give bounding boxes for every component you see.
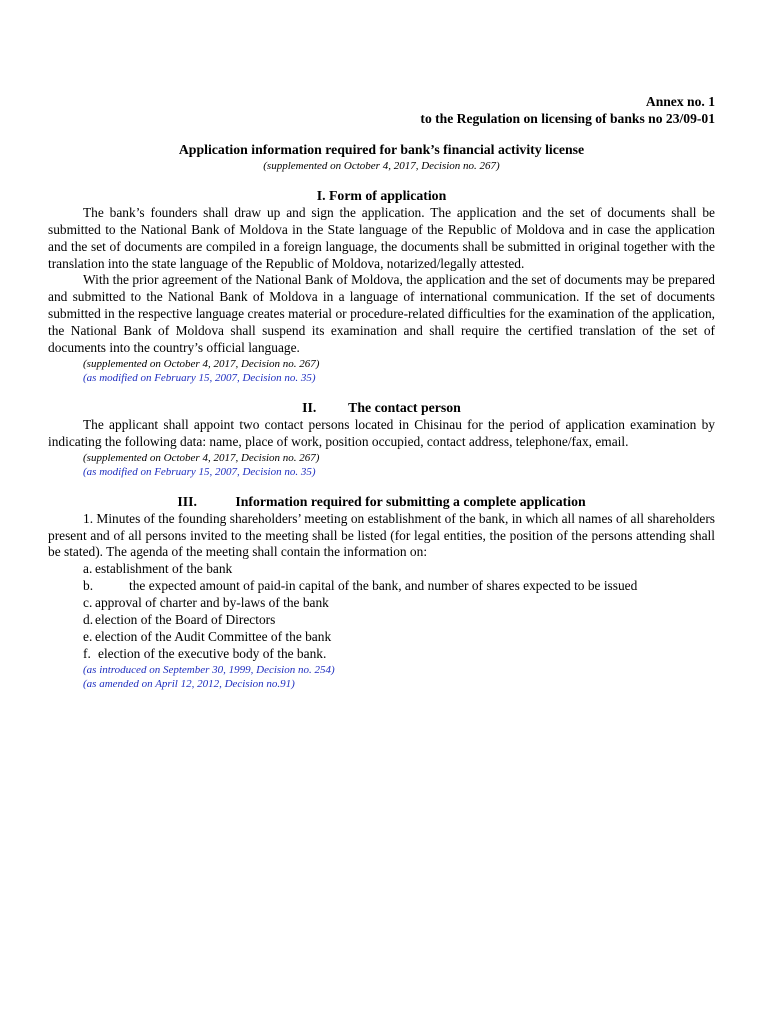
title-note: (supplemented on October 4, 2017, Decision no. 267) xyxy=(263,159,500,172)
list-item-mark: b. xyxy=(83,578,94,594)
document-title: Application information required for bank’s financial activity license xyxy=(178,142,585,157)
section-2-number: II. xyxy=(302,399,317,415)
list-item xyxy=(48,595,715,612)
section-3-title: Information required for submitting a complete application xyxy=(235,493,586,509)
list-item-text: election of the Board of Directors xyxy=(95,612,276,628)
annex-number: Annex no. 1 xyxy=(645,94,715,109)
list-item xyxy=(48,578,715,595)
list-item xyxy=(48,629,715,646)
list-item xyxy=(48,561,715,578)
list-item-text: the expected amount of paid-in capital of the bank, and number of shares expected to be issued xyxy=(129,578,638,594)
section-3-note-2: (as amended on April 12, 2012, Decision no.91) xyxy=(83,677,295,690)
section-1-note-2: (as modified on February 15, 2007, Decision no. 35) xyxy=(83,371,316,384)
section-1-paragraph-2: With the prior agreement of the National Bank of Moldova, the application and the set of documents may be prepared and submitted to the National Bank of Moldova in a language of international communication. If the set of documents submitted in the respective language creates material or procedure-related difficulties for the examination of the application, the National Bank of Moldova shall suspend its examination and shall require the certified translation of the set of documents into the country’s official language. xyxy=(48,272,715,356)
section-1-paragraph-1: The bank’s founders shall draw up and sign the application. The application and the set of documents shall be submitted to the National Bank of Moldova in the State language of the Republic of Moldova and in case the application and the set of documents are compiled in a foreign language, the documents shall be submitted in original together with the translation into the state language of the Republic of Moldova, notarized/legally attested. xyxy=(48,204,715,271)
list-item-text: election of the Audit Committee of the bank xyxy=(95,628,332,644)
section-2-heading xyxy=(48,400,715,417)
section-2-paragraph-1: The applicant shall appoint two contact persons located in Chisinau for the period of application examination by indicating the following data: name, place of work, position occupied, contact address, telephone/fax, email. xyxy=(48,416,715,449)
list-item-text: election of the executive body of the bank. xyxy=(98,645,327,661)
section-1-heading: I. Form of application xyxy=(316,187,447,203)
document-page xyxy=(48,93,715,691)
section-1-note-1: (supplemented on October 4, 2017, Decision no. 267) xyxy=(83,357,320,370)
list-item xyxy=(48,612,715,629)
list-item-text: establishment of the bank xyxy=(95,561,233,577)
section-3-heading xyxy=(48,494,715,511)
list-item xyxy=(48,646,715,663)
section-2-title: The contact person xyxy=(348,399,461,415)
list-item-mark: a. xyxy=(83,561,93,577)
section-2-note-1: (supplemented on October 4, 2017, Decision no. 267) xyxy=(83,451,320,464)
regulation-reference: to the Regulation on licensing of banks no 23/09-01 xyxy=(420,111,715,126)
section-2-note-2: (as modified on February 15, 2007, Decision no. 35) xyxy=(83,465,316,478)
list-item-mark: f. xyxy=(83,645,91,661)
section-3-paragraph-1: 1. Minutes of the founding shareholders’ meeting on establishment of the bank, in which all names of all shareholders present and of all persons invited to the meeting shall be listed (for legal entities, the position of the persons attending shall be stated). The agenda of the meeting shall contain the information on: xyxy=(48,510,715,560)
section-3-note-1: (as introduced on September 30, 1999, Decision no. 254) xyxy=(83,663,335,676)
list-item-mark: c. xyxy=(83,595,93,611)
list-item-mark: e. xyxy=(83,628,93,644)
list-item-mark: d. xyxy=(83,612,94,628)
list-item-text: approval of charter and by-laws of the bank xyxy=(95,595,329,611)
section-3-number: III. xyxy=(177,493,197,509)
